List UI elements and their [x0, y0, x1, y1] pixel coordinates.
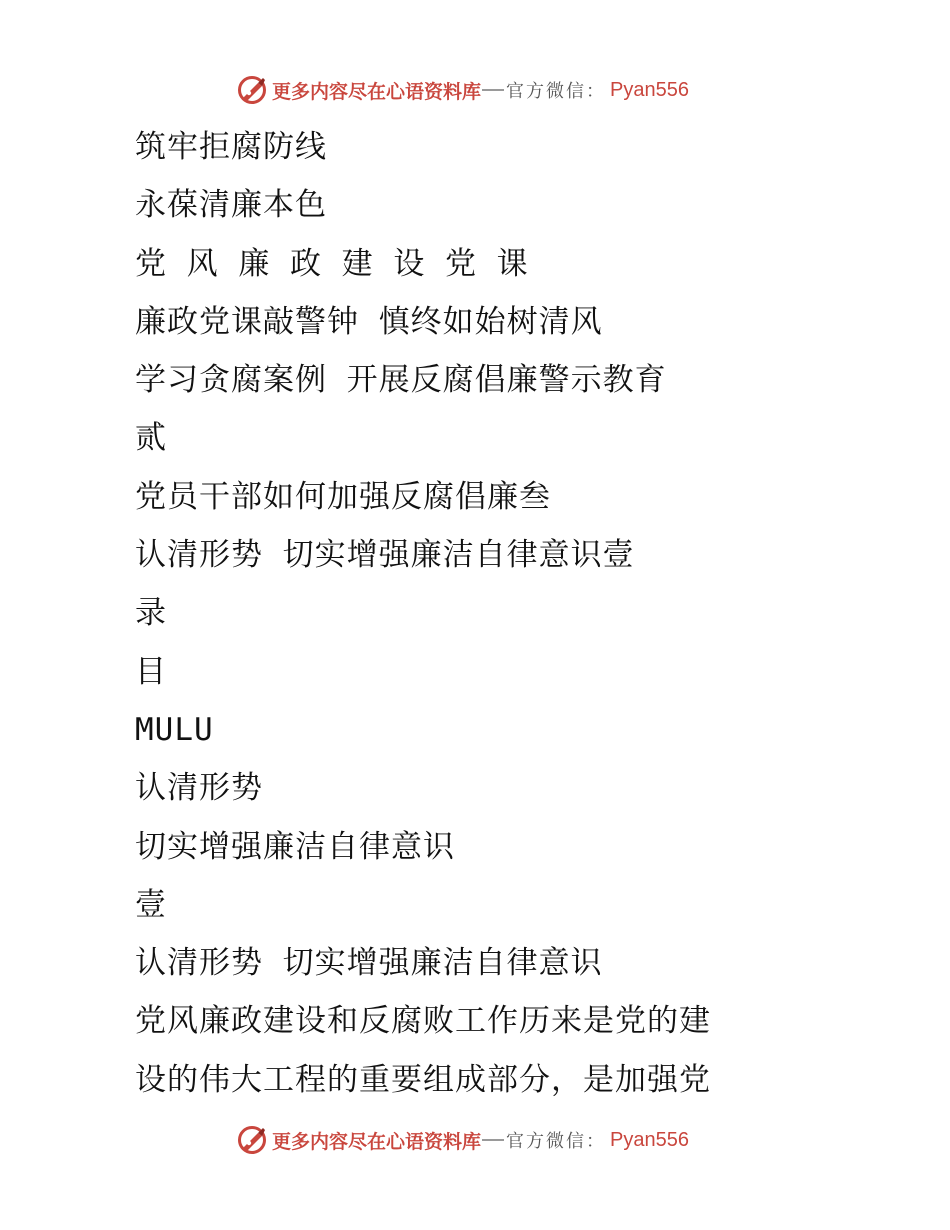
text-line: 认清形势 切实增强廉洁自律意识 [135, 945, 603, 982]
text-line: 党员干部如何加强反腐倡廉叁 [135, 478, 551, 515]
text-line: 党 风 廉 政 建 设 党 课 [135, 245, 529, 282]
text-line: 切实增强廉洁自律意识 [135, 828, 455, 865]
document-body [135, 118, 711, 1109]
header-watermark-banner [236, 73, 689, 107]
text-line: 认清形势 切实增强廉洁自律意识壹 [135, 537, 635, 574]
text-line: MULU [135, 711, 214, 748]
banner-dash-divider [482, 89, 504, 91]
text-line: 贰 [135, 420, 167, 457]
banner-site-name: 更多内容尽在心语资料库 [272, 80, 482, 103]
brand-logo-icon [236, 1124, 268, 1156]
text-line: 壹 [135, 886, 167, 923]
text-line: 目 [135, 653, 167, 690]
text-line: 筑牢拒腐防线 [135, 129, 327, 165]
banner-account-id: Pyan556 [610, 1128, 689, 1151]
banner-official-label: 官方微信： [506, 81, 607, 102]
banner-account-id: Pyan556 [610, 78, 689, 101]
text-line: 学习贪腐案例 开展反腐倡廉警示教育 [135, 362, 667, 399]
brand-logo-icon [236, 74, 268, 106]
banner-official-label: 官方微信： [506, 1131, 607, 1152]
banner-site-name: 更多内容尽在心语资料库 [272, 1130, 482, 1153]
text-line: 廉政党课敲警钟 慎终如始树清风 [135, 303, 603, 340]
text-line: 设的伟大工程的重要组成部分，是加强党 [135, 1061, 711, 1098]
footer-watermark-banner [236, 1123, 689, 1157]
text-line: 录 [135, 595, 167, 632]
banner-dash-divider [482, 1139, 504, 1141]
text-line: 认清形势 [135, 770, 263, 807]
text-line: 党风廉政建设和反腐败工作历来是党的建 [135, 1003, 711, 1040]
text-line: 永葆清廉本色 [135, 187, 327, 224]
